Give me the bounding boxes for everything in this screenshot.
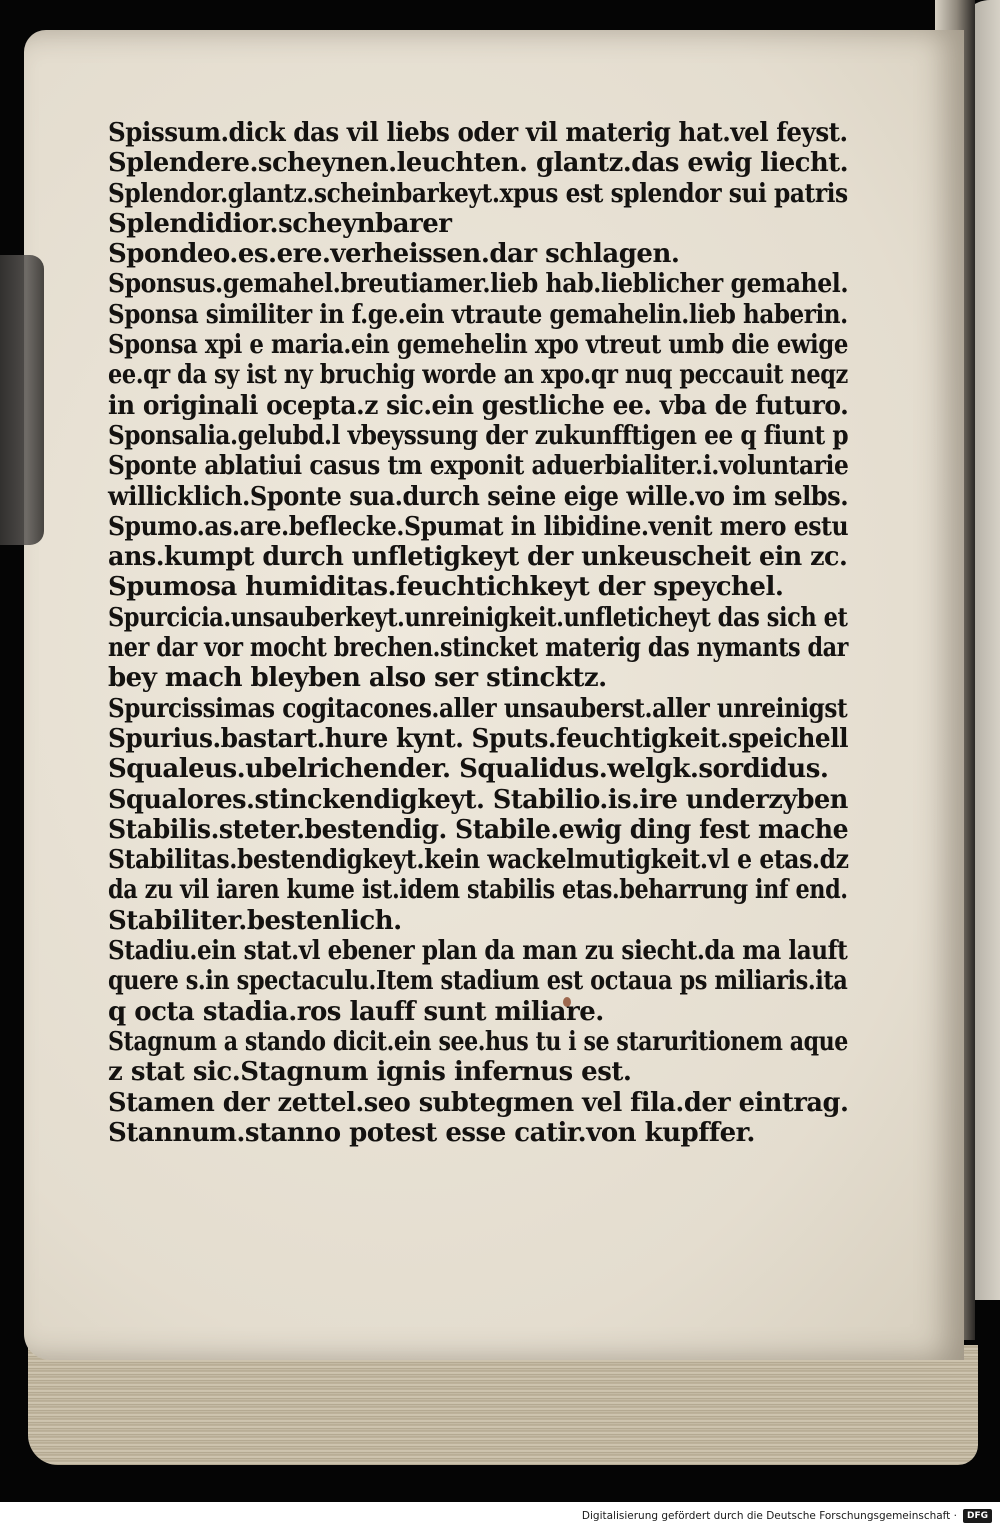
dfg-logo: DFG	[963, 1509, 992, 1523]
text-line: Stannum.stanno potest esse catir.von kupffer.	[108, 1117, 755, 1148]
text-line: Spissum.dick das vil liebs oder vil materig hat.vel feyst.	[108, 118, 848, 148]
text-line: Stadiu.ein stat.vl ebener plan da man zu siecht.da ma lauft	[108, 936, 848, 967]
text-line: Spondeo.es.ere.verheissen.dar schlagen.	[108, 239, 680, 270]
page-edges	[28, 1345, 978, 1465]
text-line: Sponsalia.gelubd.l vbeyssung der zukunfftigen ee q fiunt p	[108, 420, 849, 451]
funding-credit: Digitalisierung gefördert durch die Deutsche Forschungsgemeinschaft ·	[581, 1510, 957, 1522]
text-line: willicklich.Sponte sua.durch seine eige wille.vo im selbs.	[108, 481, 849, 512]
text-line: Stabilis.steter.bestendig. Stabile.ewig ding fest mache	[108, 814, 849, 845]
text-line: Spurcissimas cogitacones.aller unsauberst.aller unreinigst	[108, 693, 848, 724]
text-line: Splendere.scheynen.leuchten. glantz.das ewig liecht.	[108, 148, 849, 179]
text-line: Splendor.glantz.scheinbarkeyt.xpus est splendor sui patris	[108, 178, 848, 209]
text-line: Squalores.stinckendigkeyt. Stabilio.is.ire underzyben	[108, 784, 848, 815]
text-line: Squaleus.ubelrichender. Squalidus.welgk.sordidus.	[108, 754, 829, 785]
text-line: q octa stadia.ros lauff sunt miliare.	[108, 996, 604, 1027]
text-line: ans.kumpt durch unfletigkeyt der unkeuscheit ein zc.	[108, 542, 848, 573]
text-line: z stat sic.Stagnum ignis infernus est.	[108, 1057, 632, 1088]
text-line: Stabilitas.bestendigkeyt.kein wackelmutigkeit.vl e etas.dz	[108, 845, 849, 876]
text-line: Sponsa xpi e maria.ein gemehelin xpo vtreut umb die ewige	[108, 330, 848, 361]
text-line: Stamen der zettel.seo subtegmen vel fila.der eintrag.	[108, 1087, 849, 1118]
page-text-block	[108, 118, 848, 1148]
text-line: Sponsa similiter in f.ge.ein vtraute gemahelin.lieb haberin.	[108, 299, 848, 330]
text-line: quere s.in spectaculu.Item stadium est octaua ps miliaris.ita	[108, 966, 848, 997]
text-line: Sponte ablatiui casus tm exponit aduerbialiter.i.voluntarie	[108, 451, 849, 482]
text-line: Stabiliter.bestenlich.	[108, 905, 402, 936]
text-line: in originali ocepta.z sic.ein gestliche ee. vba de futuro.	[108, 390, 849, 421]
text-line: Spumosa humiditas.feuchtichkeyt der speychel.	[108, 572, 784, 603]
text-line: Splendidior.scheynbarer	[108, 208, 452, 239]
text-line: da zu vil iaren kume ist.idem stabilis etas.beharrung inf end.	[108, 875, 848, 906]
text-line: ner dar vor mocht brechen.stincket materig das nymants dar	[108, 633, 849, 664]
footer-bar	[0, 1502, 1000, 1530]
text-line: ee.qr da sy ist ny bruchig worde an xpo.qr nuq peccauit neqz	[108, 360, 848, 391]
text-line: Sponsus.gemahel.breutiamer.lieb hab.lieblicher gemahel.	[108, 269, 849, 300]
text-line: Spumo.as.are.beflecke.Spumat in libidine.venit mero estu	[108, 511, 849, 542]
text-line: bey mach bleyben also ser stincktz.	[108, 663, 607, 694]
text-line: Spurius.bastart.hure kynt. Sputs.feuchtigkeit.speichell	[108, 723, 849, 754]
page-clip	[0, 255, 44, 545]
text-line: Spurcicia.unsauberkeyt.unreinigkeit.unfleticheyt das sich et	[108, 602, 848, 633]
text-line: Stagnum a stando dicit.ein see.hus tu i se staruritionem aque	[108, 1026, 848, 1057]
